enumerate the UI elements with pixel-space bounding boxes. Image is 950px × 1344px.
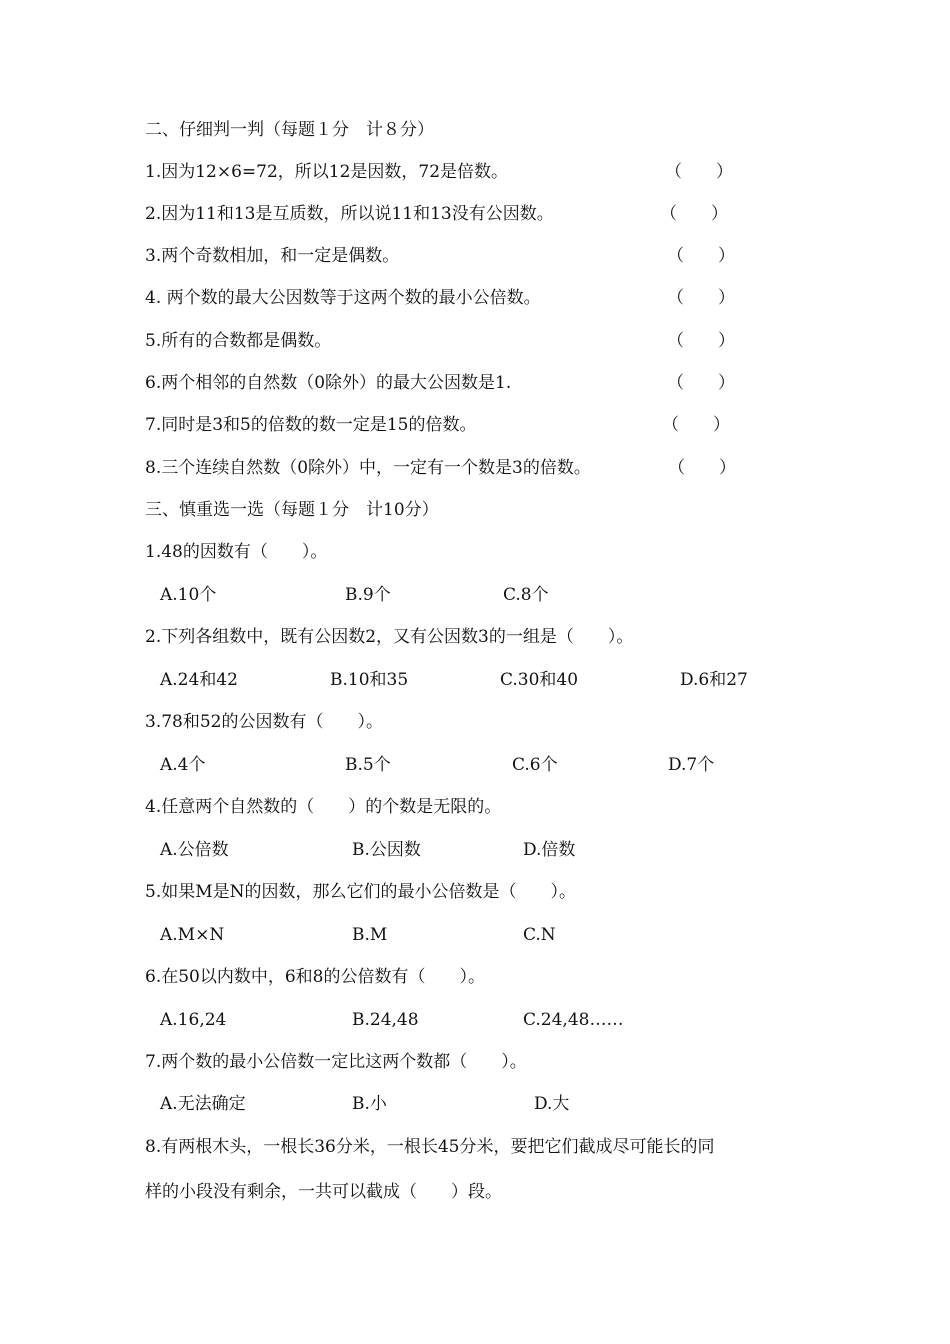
q6-option-b: B.24,48 [352, 1010, 419, 1030]
q5-option-c: C.N [523, 925, 556, 945]
q3-option-a: A.4个 [160, 755, 206, 775]
judge-item-2: 2.因为11和13是互质数，所以说11和13没有公因数。 [145, 204, 554, 224]
q2-option-d: D.6和27 [680, 670, 748, 690]
q1-option-a: A.10个 [160, 585, 217, 605]
answer-paren-2: （ ） [660, 204, 728, 224]
q7-option-b: B.小 [352, 1094, 387, 1114]
q5-option-b: B.M [352, 925, 388, 945]
q6-option-c: C.24,48…… [523, 1010, 624, 1030]
judge-item-6: 6.两个相邻的自然数（0除外）的最大公因数是1. [145, 373, 512, 393]
section3-title: 三、慎重选一选（每题１分 计10分） [145, 500, 439, 520]
q1-option-c: C.8个 [503, 585, 549, 605]
judge-item-1: 1.因为12×6=72，所以12是因数，72是倍数。 [145, 162, 509, 182]
choice-question-6: 6.在50以内数中，6和8的公倍数有（ ）。 [145, 967, 485, 987]
answer-paren-7: （ ） [662, 415, 730, 435]
judge-item-8: 8.三个连续自然数（0除外）中，一定有一个数是3的倍数。 [145, 458, 591, 478]
choice-question-3: 3.78和52的公因数有（ ）。 [145, 712, 383, 732]
q7-option-a: A.无法确定 [160, 1094, 246, 1114]
answer-paren-8: （ ） [668, 458, 736, 478]
q2-option-c: C.30和40 [500, 670, 579, 690]
choice-question-2: 2.下列各组数中，既有公因数2，又有公因数3的一组是（ ）。 [145, 627, 634, 647]
q5-option-a: A.M×N [160, 925, 225, 945]
choice-question-7: 7.两个数的最小公倍数一定比这两个数都（ ）。 [145, 1052, 527, 1072]
section2-title: 二、仔细判一判（每题１分 计８分） [145, 120, 434, 140]
choice-question-8-line1: 8.有两根木头，一根长36分米，一根长45分米，要把它们截成尽可能长的同 [145, 1137, 715, 1157]
q3-option-c: C.6个 [512, 755, 558, 775]
judge-item-4: 4. 两个数的最大公因数等于这两个数的最小公倍数。 [145, 288, 541, 308]
judge-item-7: 7.同时是3和5的倍数的数一定是15的倍数。 [145, 415, 477, 435]
judge-item-3: 3.两个奇数相加，和一定是偶数。 [145, 246, 400, 266]
answer-paren-6: （ ） [667, 373, 735, 393]
q1-option-b: B.9个 [345, 585, 391, 605]
q3-option-d: D.7个 [668, 755, 715, 775]
answer-paren-1: （ ） [665, 162, 733, 182]
q2-option-b: B.10和35 [330, 670, 409, 690]
choice-question-8-line2: 样的小段没有剩余，一共可以截成（ ）段。 [145, 1182, 502, 1202]
q4-option-b: B.公因数 [352, 840, 421, 860]
q4-option-a: A.公倍数 [160, 840, 229, 860]
answer-paren-4: （ ） [667, 288, 735, 308]
q2-option-a: A.24和42 [160, 670, 238, 690]
choice-question-1: 1.48的因数有（ ）。 [145, 542, 328, 562]
choice-question-4: 4.任意两个自然数的（ ）的个数是无限的。 [145, 797, 502, 817]
choice-question-5: 5.如果M是N的因数，那么它们的最小公倍数是（ ）。 [145, 882, 577, 902]
q3-option-b: B.5个 [345, 755, 391, 775]
judge-item-5: 5.所有的合数都是偶数。 [145, 331, 332, 351]
answer-paren-3: （ ） [667, 246, 735, 266]
answer-paren-5: （ ） [667, 331, 735, 351]
q4-option-d: D.倍数 [523, 840, 576, 860]
q6-option-a: A.16,24 [160, 1010, 227, 1030]
q7-option-d: D.大 [534, 1094, 570, 1114]
